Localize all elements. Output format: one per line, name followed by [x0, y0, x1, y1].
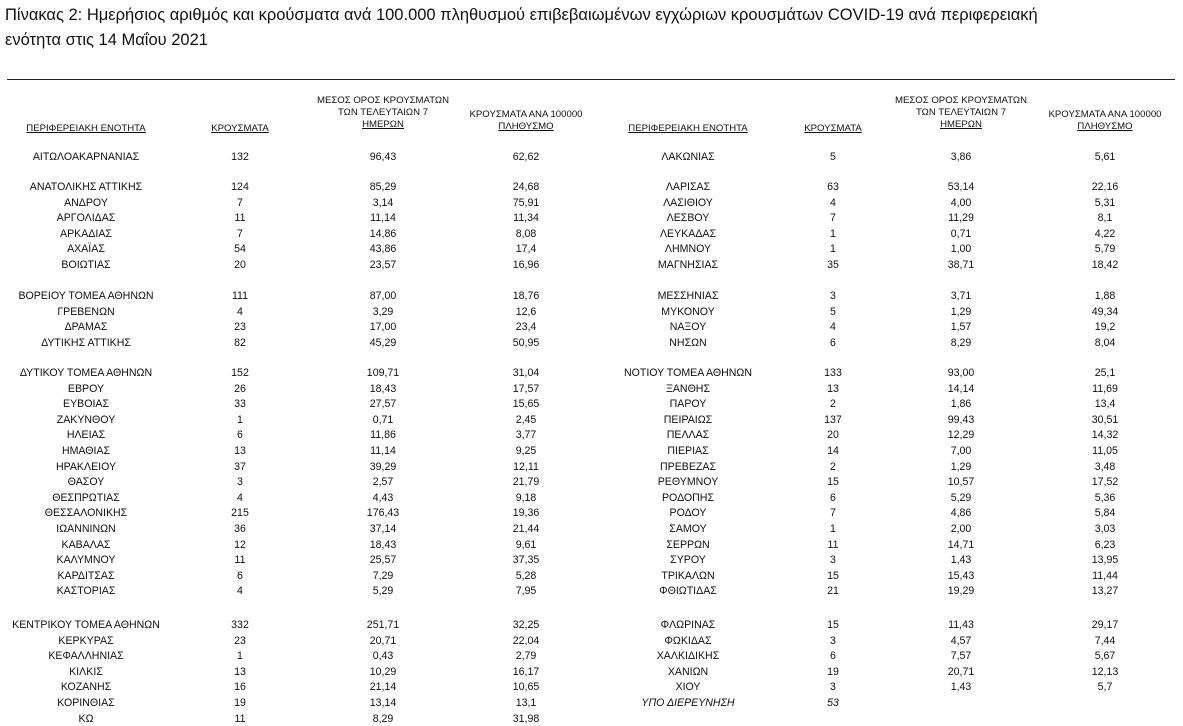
cases-value: 4	[237, 585, 243, 598]
per100k-value: 18,76	[512, 290, 540, 302]
cases-value: 16	[234, 681, 246, 694]
region-name: ΑΡΓΟΛΙΔΑΣ	[56, 212, 116, 225]
avg7-value: 20,71	[947, 665, 975, 678]
per100k-value: 5,84	[1094, 507, 1116, 520]
per100k-value: 16,96	[512, 259, 540, 271]
avg7-value: 109,71	[366, 367, 400, 379]
cases-value: 23	[234, 634, 246, 647]
avg7-value: 17,00	[369, 321, 397, 334]
region-name: ΒΟΡΕΙΟΥ ΤΟΜΕΑ ΑΘΗΝΩΝ	[18, 290, 154, 302]
region-name: ΒΟΙΩΤΙΑΣ	[61, 259, 111, 271]
per100k-value: 17,52	[1091, 476, 1119, 489]
per100k-value: 5,61	[1094, 151, 1116, 163]
per100k-value: 4,22	[1094, 227, 1116, 240]
per100k-value: 9,18	[515, 491, 537, 504]
cases-value: 13	[827, 382, 839, 395]
per100k-value: 5,67	[1094, 650, 1116, 663]
per100k-value: 21,79	[512, 476, 540, 489]
cases-value: 35	[827, 259, 839, 271]
cases-value: 19	[234, 697, 246, 709]
cases-value: 3	[830, 634, 836, 647]
per100k-value: 12,11	[513, 460, 539, 473]
cases-value: 3	[830, 290, 836, 302]
region-name: ΗΛΕΙΑΣ	[66, 429, 106, 442]
region-name: ΞΑΝΘΗΣ	[665, 382, 711, 395]
cases-value: 3	[237, 476, 243, 489]
header-cases-left: ΚΡΟΥΣΜΑΤΑ	[211, 123, 269, 134]
per100k-value: 9,61	[515, 538, 537, 551]
avg7-value: 96,43	[369, 151, 397, 163]
region-name: ΔΥΤΙΚΗΣ ΑΤΤΙΚΗΣ	[41, 336, 131, 349]
per100k-value: 21,44	[512, 523, 540, 535]
avg7-value: 3,86	[950, 151, 972, 163]
avg7-value: 3,29	[372, 305, 394, 318]
region-name: ΝΗΣΩΝ	[669, 336, 707, 349]
per100k-value: 17,4	[515, 243, 537, 256]
avg7-value: 0,71	[950, 227, 972, 240]
per100k-value: 5,28	[515, 569, 537, 582]
avg7-value: 11,86	[370, 429, 396, 442]
region-name: ΖΑΚΥΝΘΟΥ	[56, 413, 116, 426]
avg7-value: 4,43	[372, 491, 394, 504]
avg7-value: 3,14	[372, 196, 394, 209]
region-name: ΚΟΡΙΝΘΙΑΣ	[57, 697, 115, 709]
per100k-value: 16,17	[512, 665, 540, 678]
cases-value: 332	[231, 619, 249, 631]
avg7-value: 1,86	[950, 398, 972, 411]
avg7-value: 85,29	[369, 181, 397, 193]
avg7-value: 20,71	[369, 634, 397, 647]
per100k-value: 22,04	[512, 634, 540, 647]
avg7-value: 53,14	[947, 181, 975, 193]
per100k-value: 50,95	[512, 336, 540, 349]
cases-value: 1	[830, 243, 836, 256]
per100k-value: 29,17	[1091, 619, 1119, 631]
region-name: ΠΕΛΛΑΣ	[666, 429, 710, 442]
cases-value: 20	[827, 429, 839, 442]
avg7-value: 11,29	[948, 212, 974, 225]
cases-value: 12	[234, 538, 246, 551]
avg7-value: 11,14	[370, 212, 396, 225]
cases-value: 82	[234, 336, 246, 349]
avg7-value: 18,43	[369, 538, 397, 551]
region-name: ΛΕΥΚΑΔΑΣ	[659, 227, 717, 240]
per100k-value: 2,45	[515, 413, 537, 426]
per100k-value: 19,36	[512, 507, 540, 520]
cases-value: 11	[234, 554, 246, 567]
region-name: ΝΑΞΟΥ	[669, 321, 707, 334]
region-name: ΣΑΜΟΥ	[669, 523, 707, 535]
region-name: ΧΑΛΚΙΔΙΚΗΣ	[656, 650, 720, 663]
region-name: ΡΟΔΟΥ	[669, 507, 707, 520]
per100k-value: 5,31	[1094, 196, 1116, 209]
region-name: ΑΝΔΡΟΥ	[64, 196, 108, 209]
region-name: ΚΑΣΤΟΡΙΑΣ	[56, 585, 116, 598]
per100k-value: 24,68	[512, 181, 540, 193]
cases-value: 54	[234, 243, 246, 256]
per100k-value: 8,08	[515, 227, 537, 240]
cases-value: 20	[234, 259, 246, 271]
per100k-value: 12,6	[515, 305, 537, 318]
cases-value: 2	[830, 460, 836, 473]
cases-value: 5	[830, 151, 836, 163]
header-avg-right: ΜΕΣΟΣ ΟΡΟΣ ΚΡΟΥΣΜΑΤΩΝ ΤΩΝ ΤΕΛΕΥΤΑΙΩΝ 7 ΗΜΕΡΩΝ	[894, 95, 1028, 130]
avg7-value: 14,14	[947, 382, 975, 395]
region-name: ΑΧΑΪΑΣ	[67, 243, 105, 256]
cases-value: 4	[830, 196, 836, 209]
avg7-value: 5,29	[950, 491, 972, 504]
region-name: ΚΕΡΚΥΡΑΣ	[58, 634, 114, 647]
region-name: ΛΑΚΩΝΙΑΣ	[661, 151, 715, 163]
region-name: ΡΕΘΥΜΝΟΥ	[657, 476, 719, 489]
cases-value: 3	[830, 681, 836, 694]
avg7-value: 1,29	[950, 460, 972, 473]
per100k-value: 11,05	[1092, 445, 1118, 457]
per100k-value: 11,69	[1092, 382, 1118, 395]
per100k-value: 7,95	[515, 585, 537, 598]
region-name: ΑΙΤΩΛΟΑΚΑΡΝΑΝΙΑΣ	[32, 151, 140, 163]
cases-value: 1	[237, 413, 243, 426]
avg7-value: 8,29	[950, 336, 972, 349]
per100k-value: 3,77	[515, 429, 537, 442]
cases-value: 5	[830, 305, 836, 318]
region-name: ΝΟΤΙΟΥ ΤΟΜΕΑ ΑΘΗΝΩΝ	[623, 367, 753, 379]
cases-value: 11	[234, 212, 246, 225]
region-name: ΘΕΣΣΑΛΟΝΙΚΗΣ	[44, 507, 128, 520]
region-name: ΚΑΛΥΜΝΟΥ	[56, 554, 116, 567]
per100k-value: 13,1	[515, 697, 537, 709]
avg7-value: 2,57	[372, 476, 394, 489]
region-name: ΠΑΡΟΥ	[669, 398, 707, 411]
cases-value: 11	[234, 712, 246, 725]
region-name: ΛΑΡΙΣΑΣ	[665, 181, 711, 193]
avg7-value: 1,29	[950, 305, 972, 318]
table-caption	[5, 3, 1180, 53]
per100k-value: 10,65	[512, 681, 540, 694]
avg7-value: 37,14	[369, 523, 397, 535]
per100k-value: 23,4	[515, 321, 537, 334]
per100k-value: 15,65	[512, 398, 540, 411]
avg7-value: 14,71	[947, 538, 975, 551]
avg7-value: 11,43	[948, 619, 974, 631]
avg7-value: 38,71	[947, 259, 975, 271]
avg7-value: 23,57	[369, 259, 397, 271]
cases-value: 7	[830, 212, 836, 225]
cases-value: 33	[234, 398, 246, 411]
header-region-right: ΠΕΡΙΦΕΡΕΙΑΚΗ ΕΝΟΤΗΤΑ	[628, 123, 748, 134]
cases-value: 6	[830, 336, 836, 349]
avg7-value: 0,43	[372, 650, 394, 663]
avg7-value: 7,00	[950, 445, 972, 457]
region-name: ΜΕΣΣΗΝΙΑΣ	[657, 290, 719, 302]
region-name: ΔΥΤΙΚΟΥ ΤΟΜΕΑ ΑΘΗΝΩΝ	[19, 367, 153, 379]
region-name: ΘΑΣΟΥ	[67, 476, 105, 489]
caption-line-2: ενότητα στις 14 Μαΐου 2021	[5, 31, 208, 49]
region-name: ΑΝΑΤΟΛΙΚΗΣ ΑΤΤΙΚΗΣ	[29, 181, 143, 193]
region-name: ΠΕΙΡΑΙΩΣ	[663, 413, 713, 426]
avg7-value: 3,71	[950, 290, 972, 302]
region-name: ΚΙΛΚΙΣ	[69, 665, 103, 678]
avg7-value: 176,43	[366, 507, 400, 520]
cases-value: 137	[824, 413, 842, 426]
region-name: ΠΙΕΡΙΑΣ	[667, 445, 709, 457]
cases-value: 3	[830, 554, 836, 567]
region-name: ΚΕΝΤΡΙΚΟΥ ΤΟΜΕΑ ΑΘΗΝΩΝ	[12, 619, 160, 631]
per100k-value: 13,95	[1091, 554, 1119, 567]
avg7-value: 87,00	[369, 290, 397, 302]
avg7-value: 7,57	[950, 650, 972, 663]
avg7-value: 5,29	[372, 585, 394, 598]
avg7-value: 10,29	[369, 665, 397, 678]
per100k-value: 30,51	[1091, 413, 1119, 426]
per100k-value: 32,25	[512, 619, 540, 631]
cases-value: 132	[231, 151, 249, 163]
per100k-value: 22,16	[1091, 181, 1119, 193]
cases-value: 37	[234, 460, 246, 473]
avg7-value: 18,43	[369, 382, 397, 395]
avg7-value: 12,29	[947, 429, 975, 442]
cases-value: 21	[827, 585, 839, 598]
region-name: ΠΡΕΒΕΖΑΣ	[660, 460, 716, 473]
cases-value: 13	[234, 665, 246, 678]
header-cases-right: ΚΡΟΥΣΜΑΤΑ	[804, 123, 862, 134]
region-name: ΚΕΦΑΛΛΗΝΙΑΣ	[48, 650, 124, 663]
cases-value: 111	[231, 290, 249, 302]
per100k-value: 11,34	[513, 212, 539, 225]
region-name: ΘΕΣΠΡΩΤΙΑΣ	[52, 491, 120, 504]
region-name: ΕΒΡΟΥ	[67, 382, 105, 395]
avg7-value: 19,29	[947, 585, 975, 598]
per100k-value: 2,79	[515, 650, 537, 663]
cases-value: 13	[234, 445, 246, 457]
avg7-value: 13,14	[369, 697, 397, 709]
cases-value: 6	[237, 429, 243, 442]
per100k-value: 5,79	[1094, 243, 1116, 256]
avg7-value: 1,00	[950, 243, 972, 256]
avg7-value: 14,86	[369, 227, 397, 240]
avg7-value: 25,57	[369, 554, 397, 567]
cases-value: 11	[827, 538, 839, 551]
per100k-value: 25,1	[1094, 367, 1116, 379]
avg7-value: 0,71	[372, 413, 394, 426]
header-per100k-right: ΚΡΟΥΣΜΑΤΑ ΑΝΑ 100000 ΠΛΗΘΥΣΜΟ	[1048, 109, 1162, 132]
avg7-value: 11,14	[370, 445, 396, 457]
cases-value: 4	[830, 321, 836, 334]
cases-value: 6	[237, 569, 243, 582]
per100k-value: 75,91	[512, 196, 540, 209]
per100k-value: 17,57	[512, 382, 540, 395]
avg7-value: 7,29	[372, 569, 394, 582]
avg7-value: 1,43	[950, 554, 972, 567]
per100k-value: 8,04	[1094, 336, 1116, 349]
region-name: ΦΩΚΙΔΑΣ	[664, 634, 712, 647]
cases-value: 19	[827, 665, 839, 678]
avg7-value: 251,71	[366, 619, 400, 631]
avg7-value: 1,57	[950, 321, 972, 334]
avg7-value: 4,86	[950, 507, 972, 520]
per100k-value: 14,32	[1091, 429, 1119, 442]
avg7-value: 43,86	[369, 243, 397, 256]
cases-value: 63	[827, 181, 839, 193]
per100k-value: 11,44	[1092, 569, 1118, 582]
header-rule	[7, 79, 1175, 80]
per100k-value: 5,36	[1094, 491, 1116, 504]
region-name: ΦΘΙΩΤΙΔΑΣ	[659, 585, 717, 598]
per100k-value: 9,25	[515, 445, 537, 457]
per100k-value: 7,44	[1094, 634, 1116, 647]
caption-line-1: Πίνακας 2: Ημερήσιος αριθμός και κρούσματα ανά 100.000 πληθυσμού επιβεβαιωμένων εγχώριων κρουσμάτων COVID-19 ανά περιφερειακή	[5, 6, 1038, 24]
per100k-value: 31,04	[512, 367, 540, 379]
cases-value: 2	[830, 398, 836, 411]
region-name: ΙΩΑΝΝΙΝΩΝ	[56, 523, 116, 535]
avg7-value: 45,29	[369, 336, 397, 349]
avg7-value: 1,43	[950, 681, 972, 694]
avg7-value: 99,43	[947, 413, 975, 426]
header-per100k-left: ΚΡΟΥΣΜΑΤΑ ΑΝΑ 100000 ΠΛΗΘΥΣΜΟ	[469, 109, 583, 132]
avg7-value: 4,00	[950, 196, 972, 209]
cases-value: 36	[234, 523, 246, 535]
cases-value: 15	[827, 476, 839, 489]
region-name: ΤΡΙΚΑΛΩΝ	[661, 569, 715, 582]
cases-value: 215	[231, 507, 249, 520]
cases-value: 4	[237, 491, 243, 504]
avg7-value: 39,29	[369, 460, 397, 473]
avg7-value: 2,00	[950, 523, 972, 535]
per100k-value: 3,03	[1094, 523, 1116, 535]
avg7-value: 10,57	[947, 476, 975, 489]
region-name: ΑΡΚΑΔΙΑΣ	[60, 227, 112, 240]
per100k-value: 3,48	[1094, 460, 1116, 473]
avg7-value: 8,29	[372, 712, 394, 725]
region-name: ΥΠΟ ΔΙΕΡΕΥΝΗΣΗ	[641, 697, 735, 709]
region-name: ΣΥΡΟΥ	[670, 554, 706, 567]
region-name: ΔΡΑΜΑΣ	[64, 321, 108, 334]
cases-value: 15	[827, 569, 839, 582]
cases-value: 133	[824, 367, 842, 379]
per100k-value: 6,23	[1094, 538, 1116, 551]
per100k-value: 13,27	[1091, 585, 1119, 598]
region-name: ΜΥΚΟΝΟΥ	[661, 305, 715, 318]
per100k-value: 8,1	[1097, 212, 1113, 225]
region-name: ΧΙΟΥ	[675, 681, 701, 694]
region-name: ΡΟΔΟΠΗΣ	[661, 491, 715, 504]
cases-value: 7	[830, 507, 836, 520]
cases-value: 152	[231, 367, 249, 379]
cases-value: 7	[237, 227, 243, 240]
cases-value: 1	[237, 650, 243, 663]
region-name: ΚΑΡΔΙΤΣΑΣ	[57, 569, 115, 582]
per100k-value: 31,98	[512, 712, 540, 725]
avg7-value: 93,00	[947, 367, 975, 379]
per100k-value: 62,62	[512, 151, 540, 163]
cases-value: 6	[830, 491, 836, 504]
avg7-value: 21,14	[369, 681, 397, 694]
avg7-value: 27,57	[369, 398, 397, 411]
per100k-value: 12,13	[1091, 665, 1119, 678]
cases-value: 26	[234, 382, 246, 395]
header-region-left: ΠΕΡΙΦΕΡΕΙΑΚΗ ΕΝΟΤΗΤΑ	[26, 123, 146, 134]
region-name: ΛΕΣΒΟΥ	[666, 212, 710, 225]
region-name: ΛΗΜΝΟΥ	[664, 243, 712, 256]
per100k-value: 19,2	[1094, 321, 1116, 334]
cases-value: 53	[827, 697, 839, 709]
cases-value: 124	[231, 181, 249, 193]
avg7-value: 15,43	[947, 569, 975, 582]
cases-value: 23	[234, 321, 246, 334]
cases-value: 4	[237, 305, 243, 318]
region-name: ΜΑΓΝΗΣΙΑΣ	[657, 259, 719, 271]
avg7-value: 4,57	[950, 634, 972, 647]
cases-value: 14	[827, 445, 839, 457]
per100k-value: 49,34	[1091, 305, 1119, 318]
cases-value: 1	[830, 523, 836, 535]
per100k-value: 13,4	[1094, 398, 1116, 411]
region-name: ΓΡΕΒΕΝΩΝ	[57, 305, 115, 318]
region-name: ΚΟΖΑΝΗΣ	[60, 681, 112, 694]
per100k-value: 37,35	[512, 554, 540, 567]
per100k-value: 18,42	[1091, 259, 1119, 271]
region-name: ΣΕΡΡΩΝ	[666, 538, 710, 551]
per100k-value: 5,7	[1097, 681, 1113, 694]
cases-value: 1	[830, 227, 836, 240]
cases-value: 7	[237, 196, 243, 209]
region-name: ΚΩ	[78, 712, 94, 725]
region-name: ΗΡΑΚΛΕΙΟΥ	[55, 460, 117, 473]
per100k-value: 1,88	[1094, 290, 1116, 302]
region-name: ΛΑΣΙΘΙΟΥ	[663, 196, 713, 209]
region-name: ΗΜΑΘΙΑΣ	[61, 445, 111, 457]
cases-value: 6	[830, 650, 836, 663]
cases-value: 15	[827, 619, 839, 631]
region-name: ΧΑΝΙΩΝ	[667, 665, 709, 678]
region-name: ΚΑΒΑΛΑΣ	[61, 538, 111, 551]
region-name: ΦΛΩΡΙΝΑΣ	[660, 619, 716, 631]
header-avg-left: ΜΕΣΟΣ ΟΡΟΣ ΚΡΟΥΣΜΑΤΩΝ ΤΩΝ ΤΕΛΕΥΤΑΙΩΝ 7 ΗΜΕΡΩΝ	[316, 95, 450, 130]
region-name: ΕΥΒΟΙΑΣ	[63, 398, 109, 411]
